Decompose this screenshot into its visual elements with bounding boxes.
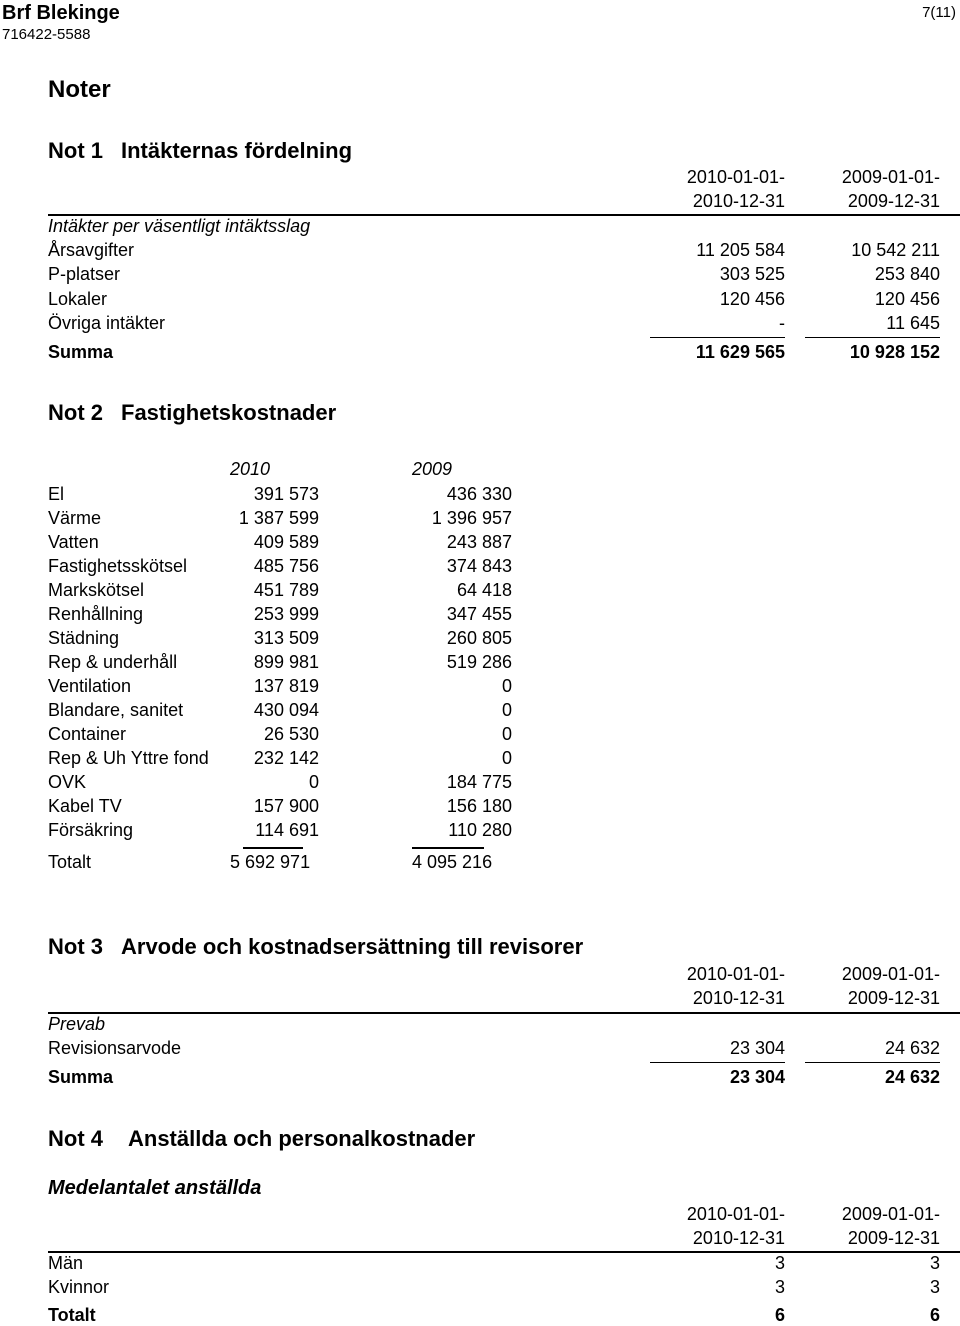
not3-col1-line2: 2010-12-31 xyxy=(692,988,785,1008)
row-value-2009: 3 xyxy=(929,1253,940,1273)
row-value-2009: 184 775 xyxy=(446,772,512,792)
not2-col-2009: 2009 xyxy=(412,459,453,479)
row-value-2009: 253 840 xyxy=(874,264,940,284)
row-value-2010: 157 900 xyxy=(253,796,319,816)
row-label: OVK xyxy=(48,772,87,792)
row-value-2009: 243 887 xyxy=(446,532,512,552)
row-value-2010: 430 094 xyxy=(253,700,319,720)
row-label: Värme xyxy=(48,508,102,528)
not1-sum-rule-2009 xyxy=(805,337,940,338)
row-value-2010: 253 999 xyxy=(253,604,319,624)
row-value-2009: 10 542 211 xyxy=(851,240,940,260)
not4-heading: Anställda och personalkostnader xyxy=(128,1126,476,1151)
row-label: Försäkring xyxy=(48,820,134,840)
row-value-2009: 110 280 xyxy=(448,820,512,840)
row-value-2010: 0 xyxy=(308,772,319,792)
not3-heading: Arvode och kostnadsersättning till revisorer xyxy=(121,934,584,959)
row-label: Renhållning xyxy=(48,604,144,624)
not3-header-rule xyxy=(48,1012,960,1014)
row-value-2009: 374 843 xyxy=(446,556,512,576)
not4-col1-line1: 2010-01-01- xyxy=(686,1204,785,1224)
not4-subhead: Medelantalet anställda xyxy=(48,1177,262,1199)
row-value-2009: 0 xyxy=(501,700,512,720)
row-value-2009: 0 xyxy=(501,724,512,744)
not2-heading: Fastighetskostnader xyxy=(121,400,337,425)
row-label: Städning xyxy=(48,628,120,648)
sum-value-2009: 10 928 152 xyxy=(849,342,940,362)
sum-label: Totalt xyxy=(48,1305,96,1325)
not1-number: Not 1 xyxy=(48,138,103,163)
row-value-2009: 436 330 xyxy=(446,484,512,504)
row-label: Ventilation xyxy=(48,676,132,696)
sum-value-2009: 24 632 xyxy=(884,1067,940,1087)
not1-col1-line1: 2010-01-01- xyxy=(686,167,785,187)
row-label: P-platser xyxy=(48,264,121,284)
not2-number: Not 2 xyxy=(48,400,103,425)
not3-col1-line1: 2010-01-01- xyxy=(686,964,785,984)
sum-value-2009: 6 xyxy=(929,1305,940,1325)
row-value-2009: 24 632 xyxy=(884,1038,940,1058)
sum-value-2010: 5 692 971 xyxy=(230,852,311,872)
row-value-2010: 3 xyxy=(774,1253,785,1273)
row-label: Män xyxy=(48,1253,84,1273)
not1-sum-rule-2010 xyxy=(650,337,785,338)
row-value-2009: 0 xyxy=(501,676,512,696)
row-label: Rep & underhåll xyxy=(48,652,178,672)
row-label: Rep & Uh Yttre fond xyxy=(48,748,209,768)
page-title: Noter xyxy=(48,76,111,103)
row-value-2009: 120 456 xyxy=(874,289,940,309)
row-value-2010: 485 756 xyxy=(253,556,319,576)
not4-col2-line2: 2009-12-31 xyxy=(847,1228,940,1248)
sum-label: Summa xyxy=(48,342,114,362)
row-value-2010: 451 789 xyxy=(253,580,319,600)
row-label: Blandare, sanitet xyxy=(48,700,184,720)
row-value-2010: 313 509 xyxy=(253,628,319,648)
row-value-2009: 1 396 957 xyxy=(431,508,512,528)
not4-col1-line2: 2010-12-31 xyxy=(692,1228,785,1248)
row-value-2009: 0 xyxy=(501,748,512,768)
not2-col-2010: 2010 xyxy=(230,459,271,479)
row-label: El xyxy=(48,484,65,504)
not3-col2-line2: 2009-12-31 xyxy=(847,988,940,1008)
not4-col2-line1: 2009-01-01- xyxy=(841,1204,940,1224)
row-label: Vatten xyxy=(48,532,99,552)
row-value-2009: 347 455 xyxy=(446,604,512,624)
row-label: Kabel TV xyxy=(48,796,122,816)
row-value-2010: 114 691 xyxy=(255,820,319,840)
not3-sum-rule-2009 xyxy=(805,1062,940,1063)
sum-value-2010: 6 xyxy=(774,1305,785,1325)
sum-value-2010: 11 629 565 xyxy=(695,342,785,362)
row-value-2010: 303 525 xyxy=(719,264,785,284)
not1-col2-line1: 2009-01-01- xyxy=(841,167,940,187)
not3-subhead: Prevab xyxy=(48,1014,106,1034)
row-value-2010: 1 387 599 xyxy=(238,508,319,528)
not2-sum-rule-2009 xyxy=(412,847,484,849)
sum-value-2010: 23 304 xyxy=(729,1067,785,1087)
row-value-2009: 519 286 xyxy=(446,652,512,672)
row-value-2010: 391 573 xyxy=(253,484,319,504)
page-number: 7(11) xyxy=(922,4,956,21)
not1-col2-line2: 2009-12-31 xyxy=(847,191,940,211)
not4-number: Not 4 xyxy=(48,1126,103,1151)
row-value-2009: 64 418 xyxy=(456,580,512,600)
not3-col2-line1: 2009-01-01- xyxy=(841,964,940,984)
not3-sum-rule-2010 xyxy=(650,1062,785,1063)
row-label: Lokaler xyxy=(48,289,108,309)
not3-number: Not 3 xyxy=(48,934,103,959)
row-value-2009: 156 180 xyxy=(446,796,512,816)
not4-header-rule xyxy=(48,1251,960,1253)
org-name: Brf Blekinge xyxy=(2,2,120,24)
sum-value-2009: 4 095 216 xyxy=(412,852,493,872)
row-value-2010: 120 456 xyxy=(719,289,785,309)
row-value-2010: 137 819 xyxy=(253,676,319,696)
row-value-2010: 232 142 xyxy=(253,748,319,768)
row-value-2010: 409 589 xyxy=(253,532,319,552)
sum-label: Summa xyxy=(48,1067,114,1087)
not1-col1-line2: 2010-12-31 xyxy=(692,191,785,211)
not1-subhead: Intäkter per väsentligt intäktsslag xyxy=(48,216,311,236)
row-label: Fastighetsskötsel xyxy=(48,556,188,576)
row-label: Markskötsel xyxy=(48,580,145,600)
row-value-2010: 23 304 xyxy=(729,1038,785,1058)
row-value-2010: 899 981 xyxy=(253,652,319,672)
row-label: Övriga intäkter xyxy=(48,313,166,333)
row-value-2010: 3 xyxy=(774,1277,785,1297)
org-number: 716422-5588 xyxy=(2,26,91,43)
row-label: Årsavgifter xyxy=(48,240,135,260)
row-value-2010: 26 530 xyxy=(263,724,319,744)
row-label: Container xyxy=(48,724,127,744)
not1-heading: Intäkternas fördelning xyxy=(121,138,353,163)
row-label: Revisionsarvode xyxy=(48,1038,182,1058)
row-value-2010: 11 205 584 xyxy=(696,240,785,260)
row-value-2009: 3 xyxy=(929,1277,940,1297)
sum-label: Totalt xyxy=(48,852,92,872)
not2-sum-rule-2010 xyxy=(243,847,303,849)
row-label: Kvinnor xyxy=(48,1277,110,1297)
row-value-2009: 11 645 xyxy=(886,313,940,333)
row-value-2009: 260 805 xyxy=(446,628,512,648)
row-value-2010: - xyxy=(779,313,785,333)
